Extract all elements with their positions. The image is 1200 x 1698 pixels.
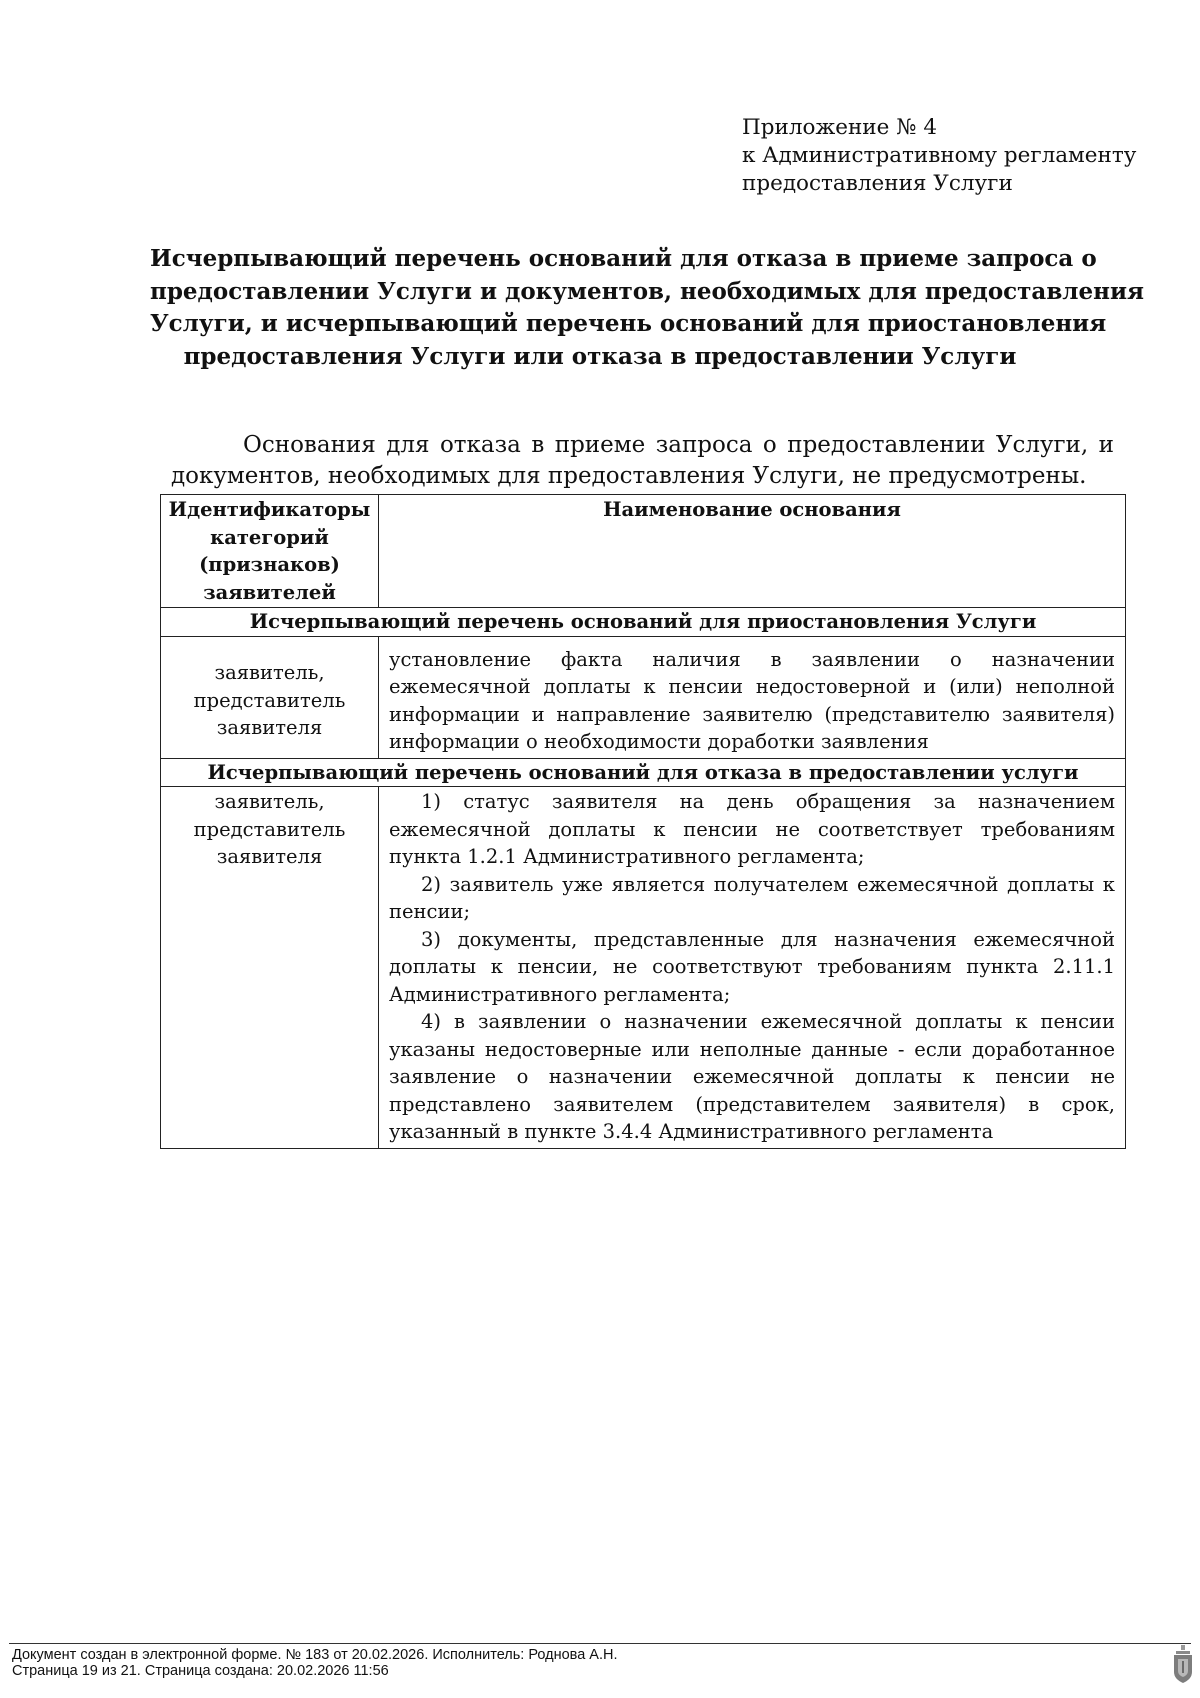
intro-line: документов, необходимых для предоставления Услуги, не предусмотрены. [171, 463, 1087, 489]
title-line: Исчерпывающий перечень оснований для отказа в приеме запроса о [150, 245, 1097, 272]
table-row [161, 636, 1126, 758]
appendix-caption [742, 114, 1162, 198]
section-title-suspension: Исчерпывающий перечень оснований для приостановления Услуги [161, 608, 1126, 637]
document-title [150, 243, 1145, 373]
table-header-row [161, 495, 1126, 608]
header-ground-name: Наименование основания [379, 495, 1126, 608]
footer-creation-info: Документ создан в электронной форме. № 183 от 20.02.2026. Исполнитель: Роднова А.Н. [12, 1647, 618, 1663]
section-row-suspension [161, 608, 1126, 637]
applicant-category-cell: заявитель, представитель заявителя [161, 787, 379, 1149]
ground-description-cell: установление факта наличия в заявлении о назначении ежемесячной доплаты к пенсии недостоверной и (или) неполной информации и направление заявителю (представителю заявителя) информации о необходимости доработки заявления [379, 636, 1126, 758]
intro-line: Основания для отказа в приеме запроса о предоставлении Услуги, и [243, 432, 1114, 458]
ground-description-cell [379, 787, 1126, 1149]
header-applicant-ids: Идентификаторы категорий (признаков) заявителей [161, 495, 379, 608]
intro-paragraph [171, 430, 1114, 492]
refusal-item: 3) документы, представленные для назначения ежемесячной доплаты к пенсии, не соответствуют требованиям пункта 2.11.1 Административного регламента; [389, 927, 1115, 1006]
applicant-category-cell: заявитель, представитель заявителя [161, 636, 379, 758]
section-title-refusal: Исчерпывающий перечень оснований для отказа в предоставлении услуги [161, 758, 1126, 787]
appendix-subject: предоставления Услуги [742, 171, 1013, 196]
appendix-number: Приложение № 4 [742, 115, 938, 140]
coat-of-arms-icon [1171, 1645, 1195, 1685]
appendix-reference: к Административному регламенту [742, 143, 1137, 168]
title-line: Услуги, и исчерпывающий перечень оснований для приостановления [150, 310, 1107, 337]
title-line: предоставлении Услуги и документов, необходимых для предоставления [150, 277, 1145, 305]
footer-divider [9, 1643, 1191, 1644]
table-row [161, 787, 1126, 1149]
document-footer [12, 1647, 618, 1679]
refusal-item: 2) заявитель уже является получателем ежемесячной доплаты к пенсии; [389, 872, 1115, 923]
refusal-item: 4) в заявлении о назначении ежемесячной доплаты к пенсии указаны недостоверные или неполные данные - если доработанное заявление о назначении ежемесячной доплаты к пенсии не представлено заявителем (представителем заявителя) в срок, указанный в пункте 3.4.4 Административного регламента [389, 1010, 1115, 1143]
grounds-table [160, 494, 1126, 1149]
footer-page-info: Страница 19 из 21. Страница создана: 20.02.2026 11:56 [12, 1663, 389, 1679]
refusal-item: 1) статус заявителя на день обращения за назначением ежемесячной доплаты к пенсии не соответствует требованиям пункта 1.2.1 Административного регламента; [389, 790, 1115, 868]
title-line: предоставления Услуги или отказа в предоставлении Услуги [183, 342, 1017, 370]
section-row-refusal [161, 758, 1126, 787]
